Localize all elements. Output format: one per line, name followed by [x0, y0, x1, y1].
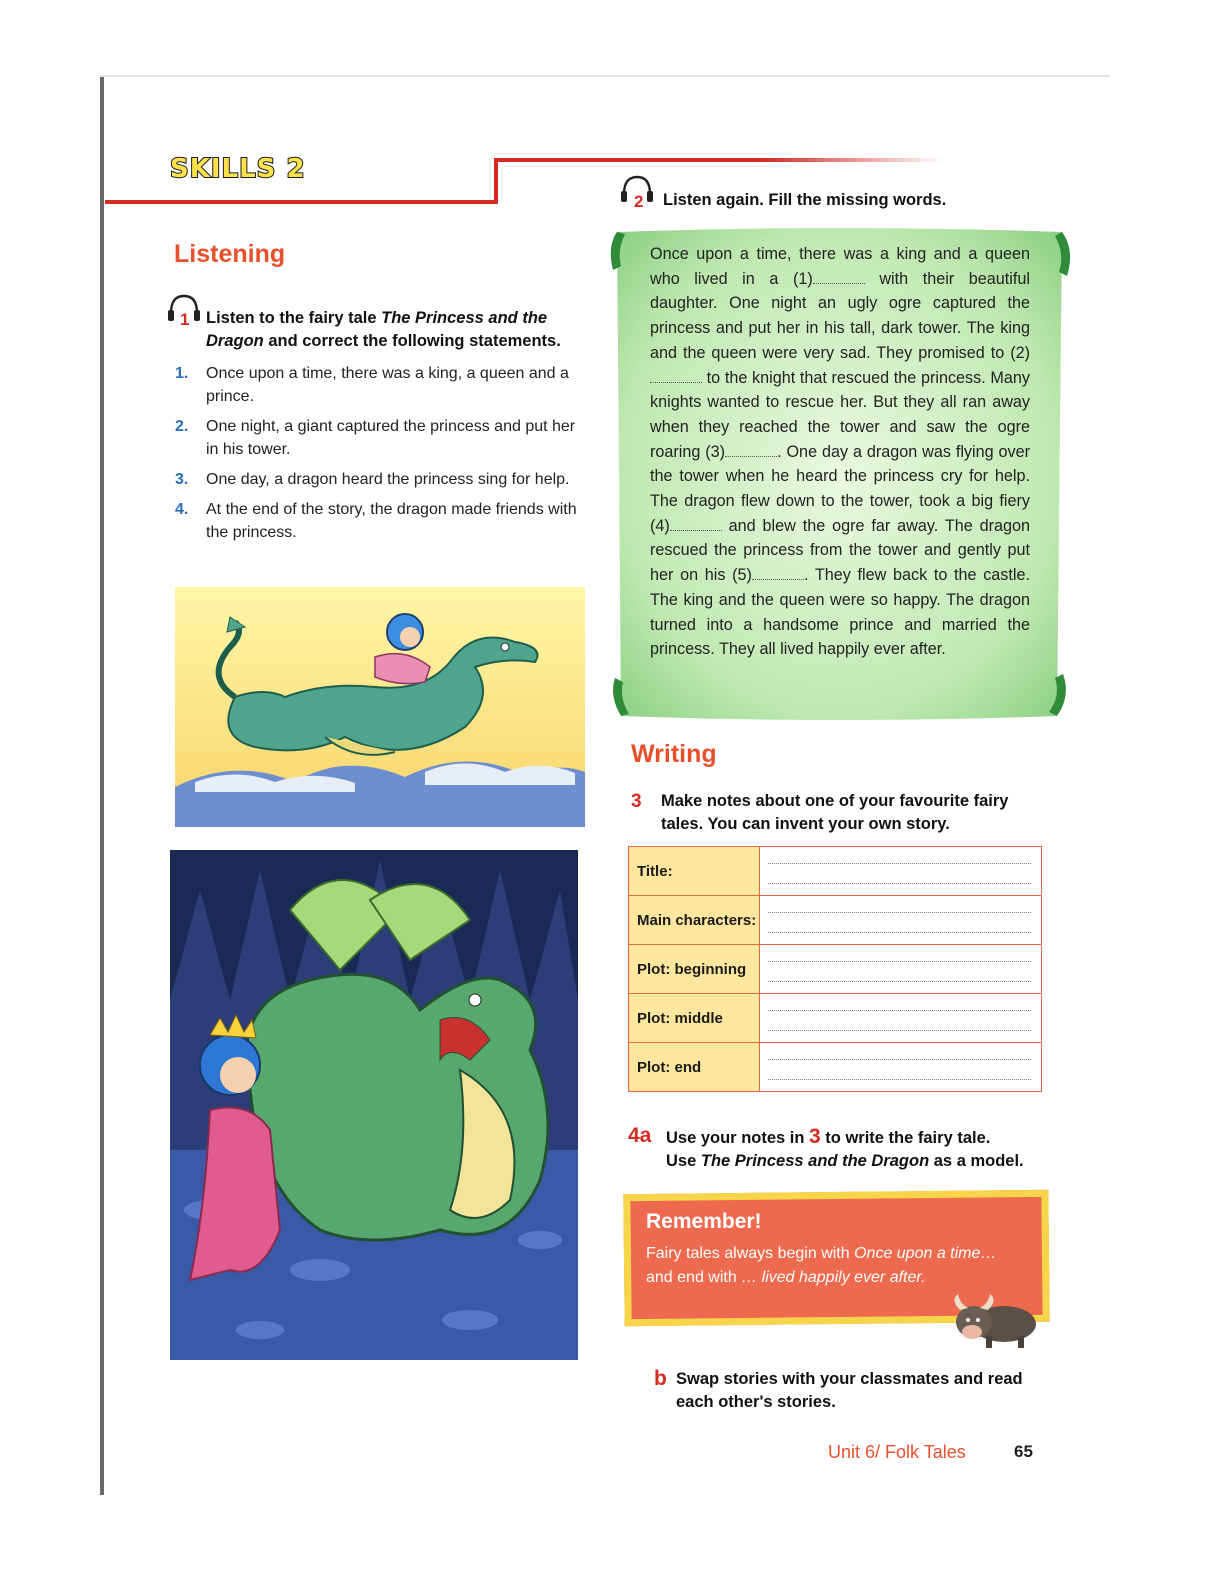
page-top-edge	[100, 75, 1110, 77]
statement-number: 4.	[175, 501, 189, 518]
page-edge	[100, 75, 104, 1495]
task-2-number: 2	[634, 192, 644, 211]
task-4a-number: 4a	[628, 1124, 652, 1147]
task-1-number: 1	[180, 310, 190, 329]
main-characters-field[interactable]	[760, 896, 1042, 945]
statement-item	[172, 362, 592, 408]
illustration-princess-riding-dragon	[175, 587, 585, 827]
statements-list	[172, 362, 592, 551]
task-3-number: 3	[631, 791, 642, 812]
plot-beginning-field[interactable]	[760, 945, 1042, 994]
task-4a-instruction	[666, 1125, 1046, 1173]
title-field[interactable]	[760, 847, 1042, 896]
task-4a-text: as a model.	[929, 1152, 1024, 1170]
remember-emphasis: … lived happily ever after.	[741, 1269, 926, 1286]
remember-title: Remember!	[646, 1210, 762, 1233]
listening-title: Listening	[174, 240, 286, 268]
statement-text: One night, a giant captured the princess and put her in his tower.	[206, 418, 576, 458]
blank-3[interactable]	[725, 442, 777, 457]
illustration-princess-and-dragon-forest	[170, 850, 578, 1360]
row-label-plot-beginning: Plot: beginning	[629, 945, 760, 994]
statement-number: 1.	[175, 365, 189, 382]
header-rule-left	[105, 200, 498, 204]
table-row	[629, 847, 1042, 896]
remember-part: and end with	[646, 1269, 742, 1286]
task-4a-ref: 3	[809, 1125, 821, 1148]
statement-text: One day, a dragon heard the princess sing for help.	[206, 471, 570, 488]
statement-number: 3.	[175, 471, 189, 488]
story-text	[650, 242, 1030, 662]
statement-text: At the end of the story, the dragon made friends with the princess.	[206, 501, 577, 541]
buffalo-mascot-icon	[946, 1290, 1041, 1352]
plot-middle-field[interactable]	[760, 994, 1042, 1043]
remember-part: Fairy tales always begin with	[646, 1245, 855, 1262]
task-1-prefix: Listen to the fairy tale	[206, 309, 382, 327]
statement-item	[172, 468, 592, 491]
notes-table	[628, 846, 1042, 1092]
table-row	[629, 945, 1042, 994]
story-part: and blew the ogre far away. The dragon rescued the princess from the tower and gently put her on his (5)	[650, 516, 1030, 585]
task-2-instruction: Listen again. Fill the missing words.	[663, 191, 947, 209]
task-4a-text: Use	[666, 1152, 701, 1170]
task-4b-instruction: Swap stories with your classmates and read each other's stories.	[676, 1370, 1023, 1411]
task-4b-number: b	[654, 1367, 667, 1390]
row-label-title: Title:	[629, 847, 760, 896]
task-1-story-title: The Princess and the Dragon	[206, 309, 548, 350]
blank-1[interactable]	[813, 269, 865, 284]
table-row	[629, 1043, 1042, 1092]
row-label-plot-end: Plot: end	[629, 1043, 760, 1092]
story-part: with their beautiful daughter. One night an ugly ogre captured the princess and put her in his tall, dark tower. The king and the queen were very sad. They promised to (2)	[650, 269, 1030, 362]
header-rule-step	[494, 160, 498, 204]
story-part: Once upon a time, there was a king and a queen who lived in a (1)	[650, 245, 1030, 288]
task-4a-text: Use your notes in	[666, 1129, 810, 1147]
plot-end-field[interactable]	[760, 1043, 1042, 1092]
blank-4[interactable]	[670, 516, 722, 531]
header-rule-right	[494, 158, 944, 162]
row-label-plot-middle: Plot: middle	[629, 994, 760, 1043]
skills-logo: SKILLS 2	[170, 154, 306, 184]
remember-emphasis: Once upon a time…	[854, 1245, 997, 1262]
statement-text: Once upon a time, there was a king, a queen and a prince.	[206, 365, 569, 405]
statement-item	[172, 498, 592, 544]
task-4a-text: to write the fairy tale.	[820, 1129, 991, 1147]
story-part: to the knight that rescued the princess. Many knights wanted to rescue her. But they all ran away when they reached the tower and saw the ogre roaring (3)	[650, 368, 1030, 461]
task-3-instruction: Make notes about one of your favourite fairy tales. You can invent your own story.	[661, 792, 1009, 833]
story-part: . One day a dragon was flying over the tower when he heard the princess cry for help. The dragon flew down to the tower, took a big fiery (4)	[650, 442, 1031, 535]
task-4a-model: The Princess and the Dragon	[700, 1152, 930, 1170]
remember-text	[646, 1242, 1026, 1290]
story-part: . They flew back to the castle. The king and the queen were so happy. The dragon turned into a handsome prince and married the princess. They all lived happily ever after.	[650, 566, 1030, 659]
blank-5[interactable]	[752, 565, 804, 580]
statement-item	[172, 415, 592, 461]
footer-unit: Unit 6/ Folk Tales	[828, 1442, 966, 1462]
task-1-suffix: and correct the following statements.	[263, 332, 561, 350]
writing-title: Writing	[631, 740, 717, 768]
blank-2[interactable]	[650, 368, 702, 383]
table-row	[629, 896, 1042, 945]
statement-number: 2.	[175, 418, 189, 435]
task-1-instruction	[206, 307, 596, 353]
row-label-main-characters: Main characters:	[629, 896, 760, 945]
page-number: 65	[1014, 1442, 1033, 1461]
table-row	[629, 994, 1042, 1043]
